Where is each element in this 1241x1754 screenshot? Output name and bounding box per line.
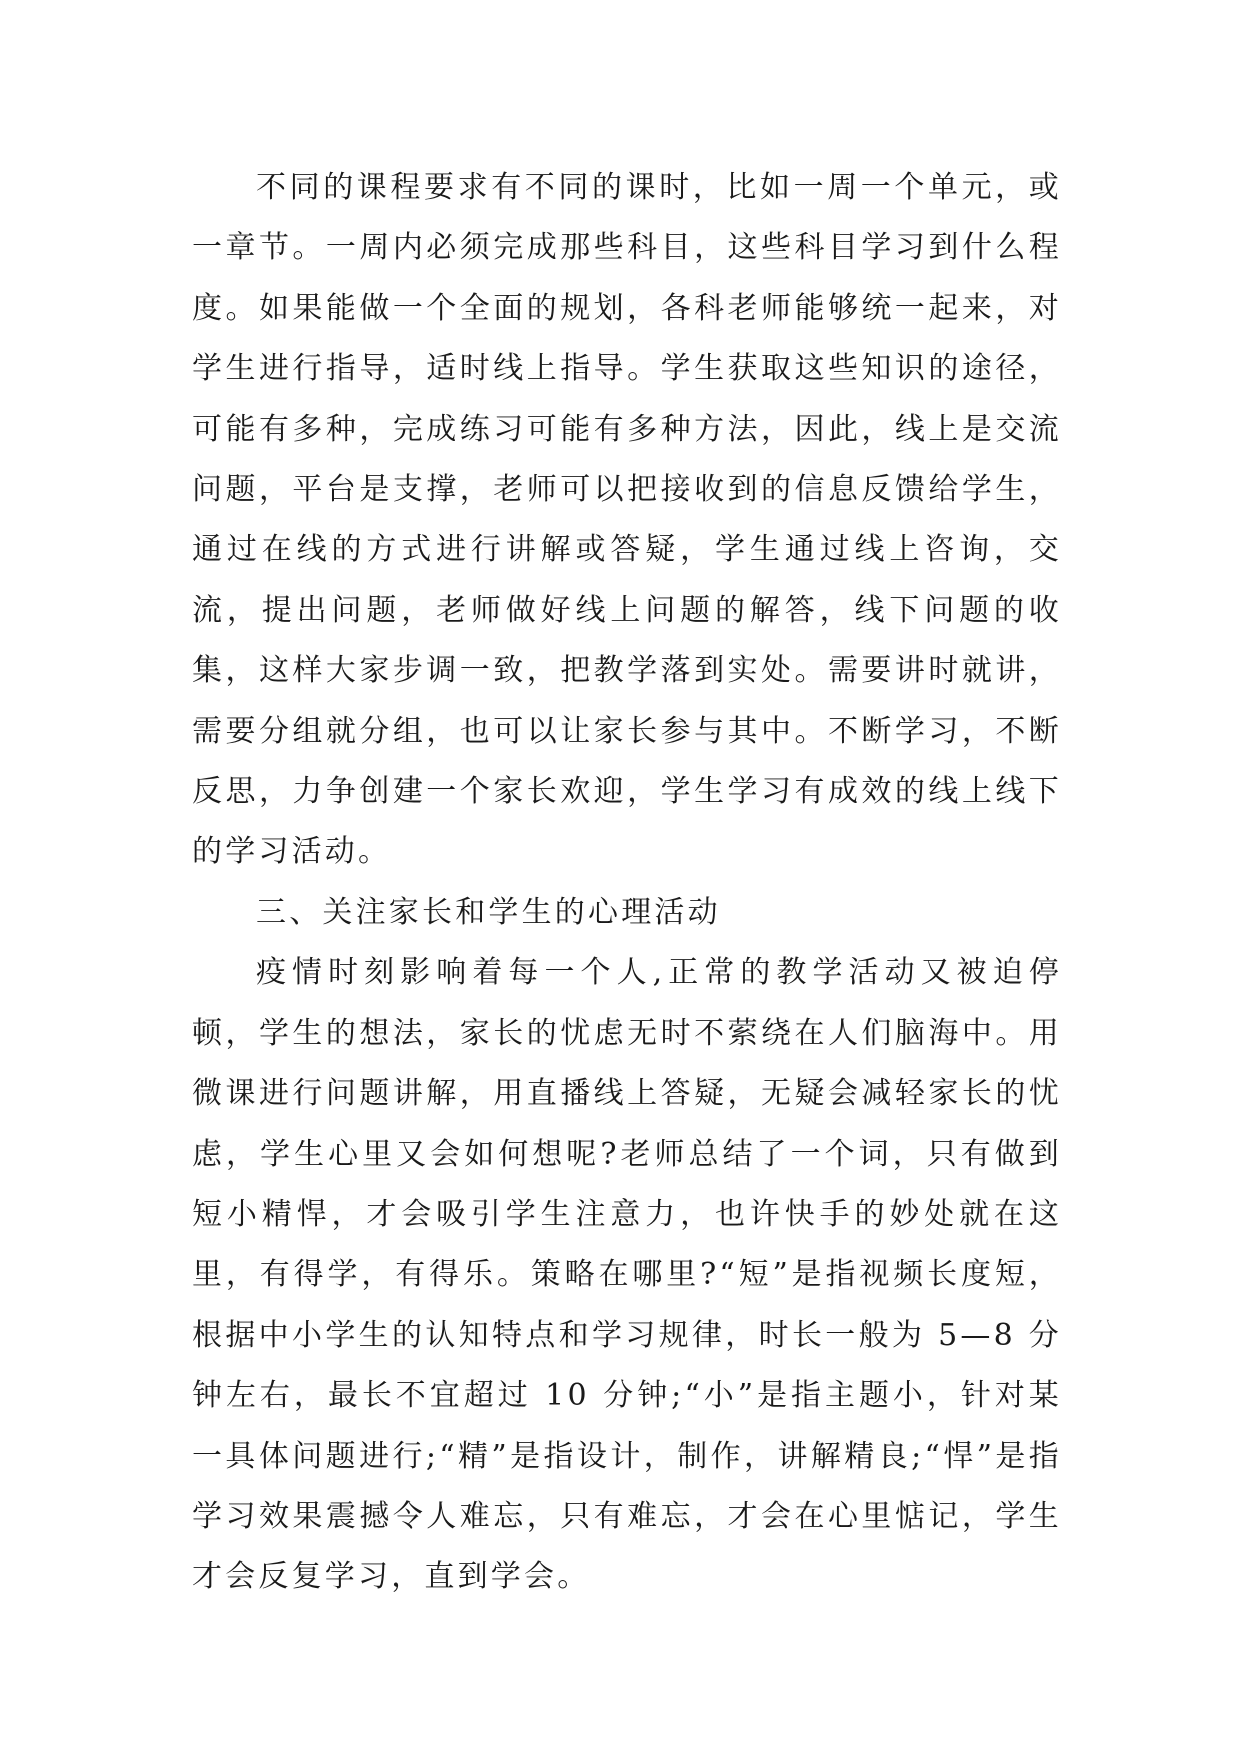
- document-body: [192, 158, 1062, 1608]
- section-heading-3: 三、关注家长和学生的心理活动: [256, 894, 721, 930]
- paragraph-course-planning: 不同的课程要求有不同的课时，比如一周一个单元，或一章节。一周内必须完成那些科目，这些科目学习到什么程度。如果能做一个全面的规划，各科老师能够统一起来，对学生进行指导，适时线上指导。学生获取这些知识的途径，可能有多种，完成练习可能有多种方法，因此，线上是交流问题，平台是支撑，老师可以把接收到的信息反馈给学生，通过在线的方式进行讲解或答疑，学生通过线上咨询，交流，提出问题，老师做好线上问题的解答，线下问题的收集，这样大家步调一致，把教学落到实处。需要讲时就讲，需要分组就分组，也可以让家长参与其中。不断学习，不断反思，力争创建一个家长欢迎，学生学习有成效的线上线下的学习活动。: [192, 170, 1062, 870]
- paragraph-psychology: 疫情时刻影响着每一个人,正常的教学活动又被迫停顿，学生的想法，家长的忧虑无时不萦绕在人们脑海中。用微课进行问题讲解，用直播线上答疑，无疑会减轻家长的忧虑，学生心里又会如何想呢?老师总结了一个词，只有做到短小精悍，才会吸引学生注意力，也许快手的妙处就在这里，有得学，有得乐。策略在哪里?“短”是指视频长度短，根据中小学生的认知特点和学习规律，时长一般为 5—8 分钟左右，最长不宜超过 10 分钟;“小”是指主题小，针对某一具体问题进行;“精”是指设计，制作，讲解精良;“悍”是指学习效果震撼令人难忘，只有难忘，才会在心里惦记，学生才会反复学习，直到学会。: [192, 955, 1062, 1595]
